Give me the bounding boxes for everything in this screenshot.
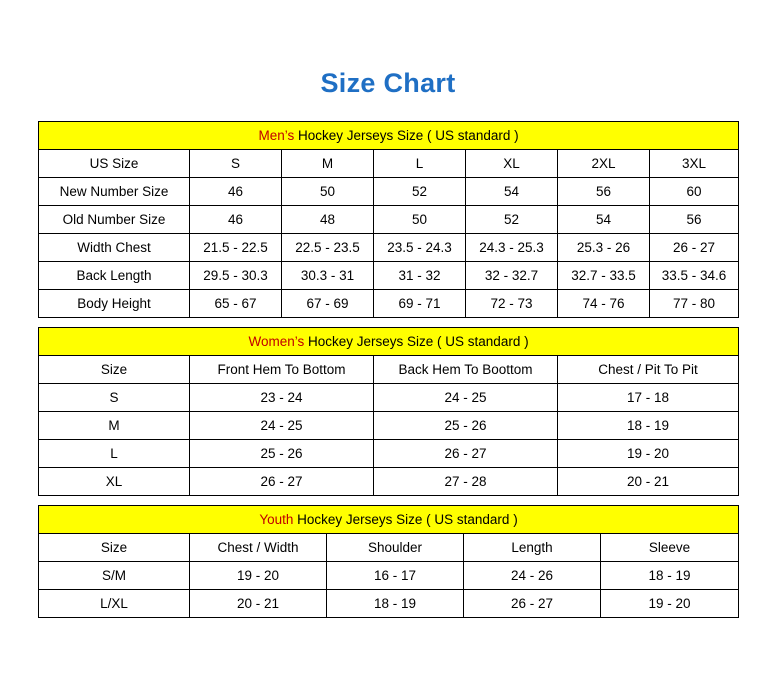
- mens-header-cell-0: US Size: [39, 150, 190, 178]
- youth-header-cell-2: Shoulder: [327, 534, 464, 562]
- mens-row-4-cell-2: 67 - 69: [282, 290, 374, 318]
- youth-banner-accent: Youth: [259, 512, 294, 527]
- womens-header-cell-3: Chest / Pit To Pit: [558, 356, 739, 384]
- mens-row-2-cell-4: 24.3 - 25.3: [466, 234, 558, 262]
- mens-row-2-label: Width Chest: [39, 234, 190, 262]
- womens-banner-accent: Women’s: [248, 334, 305, 349]
- youth-row-0-cell-1: 19 - 20: [190, 562, 327, 590]
- table-row: [39, 590, 739, 618]
- mens-header-cell-1: S: [190, 150, 282, 178]
- womens-header-cell-1: Front Hem To Bottom: [190, 356, 374, 384]
- womens-row-1-cell-3: 18 - 19: [558, 412, 739, 440]
- mens-row-4-cell-6: 77 - 80: [650, 290, 739, 318]
- mens-row-4-cell-3: 69 - 71: [374, 290, 466, 318]
- table-row: [39, 384, 739, 412]
- youth-header-cell-1: Chest / Width: [190, 534, 327, 562]
- section-spacer: [38, 318, 738, 327]
- table-banner-row: [39, 328, 739, 356]
- youth-row-0-cell-3: 24 - 26: [464, 562, 601, 590]
- youth-row-1-cell-3: 26 - 27: [464, 590, 601, 618]
- mens-row-1-cell-3: 50: [374, 206, 466, 234]
- womens-row-0-cell-3: 17 - 18: [558, 384, 739, 412]
- womens-banner: [39, 328, 739, 356]
- mens-row-2-cell-6: 26 - 27: [650, 234, 739, 262]
- mens-row-0-cell-4: 54: [466, 178, 558, 206]
- mens-row-2-cell-3: 23.5 - 24.3: [374, 234, 466, 262]
- youth-banner: [39, 506, 739, 534]
- mens-row-3-cell-1: 29.5 - 30.3: [190, 262, 282, 290]
- mens-banner: [39, 122, 739, 150]
- womens-row-0-cell-1: 23 - 24: [190, 384, 374, 412]
- youth-header-cell-3: Length: [464, 534, 601, 562]
- mens-row-1-cell-1: 46: [190, 206, 282, 234]
- mens-row-2-cell-1: 21.5 - 22.5: [190, 234, 282, 262]
- mens-row-2-cell-2: 22.5 - 23.5: [282, 234, 374, 262]
- table-row: [39, 412, 739, 440]
- womens-banner-rest: Hockey Jerseys Size ( US standard ): [304, 334, 529, 349]
- table-row: [39, 468, 739, 496]
- womens-row-3-label: XL: [39, 468, 190, 496]
- mens-banner-accent: Men’s: [258, 128, 295, 143]
- mens-row-0-cell-1: 46: [190, 178, 282, 206]
- mens-row-1-cell-4: 52: [466, 206, 558, 234]
- womens-row-3-cell-1: 26 - 27: [190, 468, 374, 496]
- table-row: [39, 262, 739, 290]
- table-row: [39, 178, 739, 206]
- youth-header-cell-0: Size: [39, 534, 190, 562]
- mens-row-1-cell-6: 56: [650, 206, 739, 234]
- mens-row-3-cell-3: 31 - 32: [374, 262, 466, 290]
- mens-row-3-cell-4: 32 - 32.7: [466, 262, 558, 290]
- youth-row-0-cell-4: 18 - 19: [601, 562, 739, 590]
- table-header-row: [39, 356, 739, 384]
- mens-row-2-cell-5: 25.3 - 26: [558, 234, 650, 262]
- youth-row-1-cell-1: 20 - 21: [190, 590, 327, 618]
- mens-size-table: [38, 121, 739, 318]
- mens-row-3-cell-2: 30.3 - 31: [282, 262, 374, 290]
- womens-row-1-cell-2: 25 - 26: [374, 412, 558, 440]
- womens-row-0-label: S: [39, 384, 190, 412]
- mens-row-0-cell-5: 56: [558, 178, 650, 206]
- youth-row-0-label: S/M: [39, 562, 190, 590]
- mens-row-3-cell-5: 32.7 - 33.5: [558, 262, 650, 290]
- youth-row-1-cell-2: 18 - 19: [327, 590, 464, 618]
- youth-row-1-label: L/XL: [39, 590, 190, 618]
- mens-header-cell-2: M: [282, 150, 374, 178]
- mens-row-3-label: Back Length: [39, 262, 190, 290]
- table-banner-row: [39, 506, 739, 534]
- womens-row-2-cell-2: 26 - 27: [374, 440, 558, 468]
- table-row: [39, 234, 739, 262]
- mens-row-4-cell-5: 74 - 76: [558, 290, 650, 318]
- mens-banner-rest: Hockey Jerseys Size ( US standard ): [294, 128, 519, 143]
- table-banner-row: [39, 122, 739, 150]
- table-row: [39, 290, 739, 318]
- womens-header-cell-0: Size: [39, 356, 190, 384]
- table-header-row: [39, 534, 739, 562]
- mens-header-cell-6: 3XL: [650, 150, 739, 178]
- womens-size-table: [38, 327, 739, 496]
- page-title: Size Chart: [320, 68, 456, 98]
- youth-row-1-cell-4: 19 - 20: [601, 590, 739, 618]
- mens-row-1-cell-2: 48: [282, 206, 374, 234]
- table-header-row: [39, 150, 739, 178]
- mens-row-0-label: New Number Size: [39, 178, 190, 206]
- table-row: [39, 562, 739, 590]
- womens-row-1-cell-1: 24 - 25: [190, 412, 374, 440]
- youth-header-cell-4: Sleeve: [601, 534, 739, 562]
- youth-size-table: [38, 505, 739, 618]
- table-row: [39, 206, 739, 234]
- mens-header-cell-5: 2XL: [558, 150, 650, 178]
- table-row: [39, 440, 739, 468]
- womens-header-cell-2: Back Hem To Boottom: [374, 356, 558, 384]
- womens-row-2-cell-3: 19 - 20: [558, 440, 739, 468]
- mens-row-0-cell-3: 52: [374, 178, 466, 206]
- mens-row-0-cell-6: 60: [650, 178, 739, 206]
- mens-row-4-cell-4: 72 - 73: [466, 290, 558, 318]
- mens-row-1-cell-5: 54: [558, 206, 650, 234]
- womens-row-0-cell-2: 24 - 25: [374, 384, 558, 412]
- mens-row-1-label: Old Number Size: [39, 206, 190, 234]
- youth-banner-rest: Hockey Jerseys Size ( US standard ): [293, 512, 518, 527]
- mens-header-cell-3: L: [374, 150, 466, 178]
- mens-row-4-label: Body Height: [39, 290, 190, 318]
- mens-header-cell-4: XL: [466, 150, 558, 178]
- mens-row-0-cell-2: 50: [282, 178, 374, 206]
- mens-row-4-cell-1: 65 - 67: [190, 290, 282, 318]
- womens-row-2-label: L: [39, 440, 190, 468]
- womens-row-3-cell-3: 20 - 21: [558, 468, 739, 496]
- womens-row-1-label: M: [39, 412, 190, 440]
- section-spacer: [38, 496, 738, 505]
- womens-row-3-cell-2: 27 - 28: [374, 468, 558, 496]
- youth-row-0-cell-2: 16 - 17: [327, 562, 464, 590]
- mens-row-3-cell-6: 33.5 - 34.6: [650, 262, 739, 290]
- womens-row-2-cell-1: 25 - 26: [190, 440, 374, 468]
